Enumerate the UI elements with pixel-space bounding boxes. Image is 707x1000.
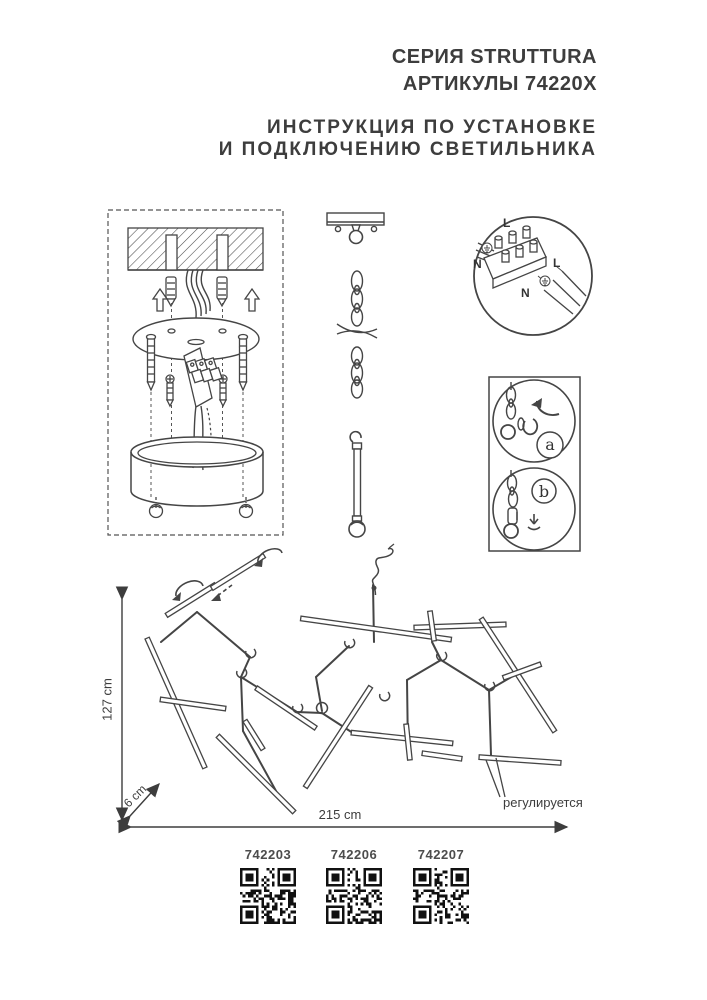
- qr-code-3: [413, 868, 469, 924]
- adjustable-note: регулируется: [503, 795, 583, 810]
- chandelier-drawing: [145, 544, 561, 814]
- ceiling-bar: [327, 213, 384, 244]
- chain-adjust-callouts: [489, 377, 580, 551]
- ceiling-hatch: [128, 228, 263, 270]
- width-dimension: 215 cm: [318, 807, 362, 822]
- qr-article-1: 742203: [244, 847, 292, 862]
- cap-nut: [150, 497, 253, 518]
- callout-b: [493, 468, 575, 550]
- adjustable-leader: [486, 758, 505, 797]
- wire-neutral-label: N: [521, 286, 530, 300]
- qr-code-2: [326, 868, 382, 924]
- height-dimension: 127 cm: [99, 678, 115, 721]
- qr-article-3: 742207: [417, 847, 465, 862]
- ground-symbol-icon: [540, 276, 550, 286]
- terminal-neutral-label: N: [473, 257, 482, 271]
- callout-a-letter: a: [545, 435, 555, 454]
- canopy-dimension: 6 cm: [120, 781, 150, 811]
- frame-rods: [161, 585, 520, 800]
- callout-b-letter: b: [538, 482, 550, 501]
- ground-symbol-icon: [482, 243, 492, 253]
- instruction-line1: ИНСТРУКЦИЯ ПО УСТАНОВКЕ: [267, 117, 597, 138]
- series-title: СЕРИЯ STRUTTURA: [391, 46, 597, 68]
- wire-live-label: L: [553, 256, 561, 270]
- dimension-lines: [122, 599, 567, 827]
- qr-code-1: [240, 868, 296, 924]
- detached-stick: [210, 554, 265, 591]
- terminal-live-label: L: [503, 216, 511, 230]
- ceiling-mount-diagram: [108, 210, 283, 535]
- suspension-rod: [349, 432, 365, 537]
- instruction-line2: И ПОДКЛЮЧЕНИЮ СВЕТИЛЬНИКА: [218, 139, 597, 160]
- suspension-parts-diagram: [327, 213, 384, 537]
- articles-title: АРТИКУЛЫ 74220X: [402, 73, 597, 95]
- wiring-detail-circle: [474, 217, 592, 335]
- power-cable: [372, 544, 395, 595]
- qr-article-2: 742206: [330, 847, 378, 862]
- suspension-chain: [337, 271, 377, 398]
- supply-wires: [186, 270, 210, 318]
- callout-a: [493, 380, 575, 462]
